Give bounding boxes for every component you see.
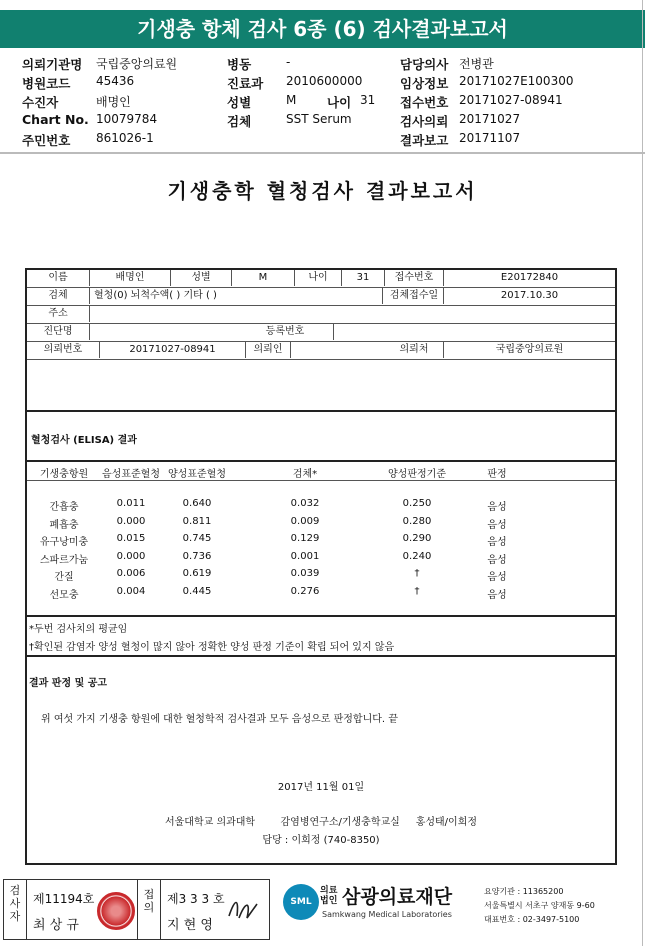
table-cell: 0.240 <box>402 550 432 562</box>
address-label: 주소 <box>27 306 90 322</box>
table-cell: 0.015 <box>116 533 146 545</box>
specimen-label: 검체 <box>27 288 90 304</box>
examiner-name: 최 상 규 <box>33 918 79 933</box>
age-value: 31 <box>342 270 385 286</box>
receipt-no-value: E20172840 <box>500 272 559 283</box>
hospital-code-value: 45436 <box>96 74 135 88</box>
corp-phone: 대표번호 : 02-3497-5100 <box>484 915 580 924</box>
info-row <box>27 270 615 287</box>
scanned-report <box>25 268 617 865</box>
examiner-label: 검사자 <box>9 884 21 923</box>
patient-label: 수진자 <box>22 95 59 110</box>
header-row <box>22 112 632 131</box>
receipt-no-label: 접수번호 <box>385 270 444 286</box>
table-cell: † <box>414 568 420 580</box>
specimen-label: 검체 <box>227 114 252 129</box>
chart-no-label: Chart No. <box>22 112 89 127</box>
header-row <box>22 131 632 150</box>
confirmer-sign-cell <box>161 880 269 939</box>
corp-code: 요양기관 : 11365200 <box>484 887 564 896</box>
note-average: *두번 검사치의 평균임 <box>29 624 128 635</box>
institution-label: 의뢰기관명 <box>22 57 83 72</box>
info-row <box>27 342 615 359</box>
table-cell: 음성 <box>487 519 507 531</box>
registration-label: 등록번호 <box>237 324 334 340</box>
table-cell: 선모충 <box>49 590 79 601</box>
signature-icon <box>225 896 261 924</box>
conclusion-title: 결과 판정 및 공고 <box>29 678 108 689</box>
table-cell: 0.811 <box>182 515 212 527</box>
receipt-label: 접수번호 <box>400 95 449 110</box>
table-cell: 0.009 <box>290 515 320 527</box>
table-cell: 0.736 <box>182 550 212 562</box>
signature-box <box>3 879 270 940</box>
section-line <box>27 655 615 657</box>
section-line <box>27 615 615 617</box>
contact: 담당 : 이희정 (740-8350) <box>262 835 380 846</box>
report-title: 기생충학 혈청검사 결과보고서 <box>167 179 478 203</box>
patient-value: 배명인 <box>96 95 131 109</box>
row-line <box>27 359 615 360</box>
table-row <box>27 568 615 584</box>
row-line <box>27 480 615 481</box>
sex-value: M <box>286 93 297 107</box>
corp-type: 의료법인 <box>320 886 338 906</box>
receipt-value: 20171027-08941 <box>459 93 563 107</box>
table-cell: 0.445 <box>182 586 212 597</box>
clinical-info-label: 임상정보 <box>400 76 449 91</box>
department-label: 진료과 <box>227 76 264 91</box>
results-table <box>27 498 615 608</box>
specimen-value: SST Serum <box>286 112 352 126</box>
table-cell: 0.001 <box>290 550 320 562</box>
institution-value: 국립중앙의료원 <box>96 57 178 71</box>
request-date-value: 20171027 <box>459 112 521 126</box>
table-cell: 음성 <box>487 590 507 601</box>
header-row <box>22 55 632 74</box>
corp-address: 서울특별시 서초구 양재동 9-60 <box>484 901 595 910</box>
confirmer-name: 지 현 영 <box>167 918 213 933</box>
note-criteria: †확인된 감염자 양성 혈청이 많지 않아 정확한 양성 판정 기준이 확립 되어 있지 않음 <box>29 642 395 653</box>
table-row <box>27 533 615 549</box>
report-date-label: 결과보고 <box>400 133 449 148</box>
table-cell: 0.640 <box>182 498 212 509</box>
col-header: 검체* <box>292 469 318 480</box>
title-bar: 기생충 항체 검사 6종 (6) 검사결과보고서 <box>0 10 645 48</box>
table-row <box>27 498 615 514</box>
specimen-date-value: 2017.10.30 <box>500 290 559 301</box>
table-cell: 음성 <box>487 554 507 566</box>
diagnosis-label: 진단명 <box>27 324 90 340</box>
age-label: 나이 <box>327 95 352 110</box>
header-row <box>22 93 632 112</box>
sex-label: 성별 <box>171 270 232 286</box>
name-value: 배명인 <box>90 270 171 286</box>
table-row <box>27 586 615 602</box>
table-cell: 0.280 <box>402 515 432 527</box>
conclusion-text: 위 여섯 가지 기생충 항원에 대한 혈청학적 검사결과 모두 음성으로 판정합니다. 끝 <box>41 714 398 725</box>
report-date: 2017년 11월 01일 <box>277 782 365 793</box>
table-cell: 0.250 <box>402 498 432 509</box>
section-line <box>27 460 615 462</box>
sex-label: 성별 <box>227 95 252 110</box>
examiner-cell <box>4 880 27 939</box>
header-row <box>22 74 632 93</box>
chart-no-value: 10079784 <box>96 112 158 126</box>
info-row <box>27 288 615 305</box>
table-row <box>27 551 615 567</box>
clinical-info-value: 20171027E100300 <box>459 74 574 88</box>
table-cell: 0.276 <box>290 586 320 597</box>
table-cell: 유구낭미충 <box>39 537 89 549</box>
sex-value: M <box>232 270 295 286</box>
hospital-code-label: 병원코드 <box>22 76 71 91</box>
confirmer-label: 접의 <box>143 888 155 914</box>
col-header: 양성판정기준 <box>388 469 446 480</box>
table-cell: 0.000 <box>116 550 146 562</box>
col-header: 음성표준혈청 <box>102 469 160 480</box>
table-cell: 폐흡충 <box>49 519 79 531</box>
examiner-seal <box>97 892 135 930</box>
age-value: 31 <box>360 93 376 107</box>
sml-logo-icon: SML <box>283 884 319 920</box>
table-cell: 0.004 <box>116 586 146 597</box>
specimen-value: 혈청(0) 뇌척수액( ) 기타 ( ) <box>90 288 383 304</box>
divider <box>0 152 645 154</box>
elisa-title: 혈청검사 (ELISA) 결과 <box>31 435 137 446</box>
department-value: 2010600000 <box>286 74 363 88</box>
specimen-date-label: 검체접수일 <box>385 288 444 304</box>
section-line <box>27 410 615 412</box>
institution-label: 의뢰처 <box>385 342 444 358</box>
requester-label: 의뢰인 <box>246 342 291 358</box>
lab-organization: 서울대학교 의과대학 감염병연구소/기생충학교실 홍성태/이희정 <box>164 817 478 828</box>
confirmer-cell <box>138 880 161 939</box>
col-header: 기생충항원 <box>39 469 89 480</box>
table-cell: † <box>414 586 420 597</box>
name-label: 이름 <box>27 270 90 286</box>
table-cell: 0.745 <box>182 533 212 545</box>
table-cell: 0.000 <box>116 515 146 527</box>
corp-name: 삼광의료재단 <box>342 886 453 908</box>
table-cell: 간흡충 <box>49 502 79 513</box>
table-cell: 0.129 <box>290 533 320 545</box>
table-cell: 스파르가눔 <box>39 554 89 566</box>
request-date-label: 검사의뢰 <box>400 114 449 129</box>
table-cell: 0.290 <box>402 533 432 545</box>
table-cell: 음성 <box>487 537 507 549</box>
ward-label: 병동 <box>227 57 252 72</box>
table-cell: 음성 <box>487 572 507 584</box>
request-no-label: 의뢰번호 <box>27 342 100 358</box>
confirmer-license: 제3 3 3 호 <box>167 892 225 906</box>
table-cell: 0.032 <box>290 498 320 509</box>
info-row <box>27 306 615 323</box>
page-edge <box>642 0 643 946</box>
table-cell: 음성 <box>487 502 507 513</box>
doctor-label: 담당의사 <box>400 57 449 72</box>
report-header <box>22 55 632 151</box>
request-no-value: 20171027-08941 <box>100 342 246 358</box>
report-date-value: 20171107 <box>459 131 521 145</box>
ward-value: - <box>286 55 291 69</box>
examiner-license: 제11194호 <box>33 892 95 906</box>
examiner-sign-cell <box>27 880 138 939</box>
institution-value: 국립중앙의료원 <box>495 344 564 355</box>
table-cell: 간질 <box>54 572 74 584</box>
age-label: 나이 <box>295 270 342 286</box>
info-row <box>27 324 615 341</box>
corp-english: Samkwang Medical Laboratories <box>322 910 452 919</box>
col-header: 판정 <box>487 469 507 480</box>
resident-no-value: 861026-1 <box>96 131 154 145</box>
doctor-value: 전병관 <box>459 57 494 71</box>
table-cell: 0.039 <box>290 568 320 580</box>
table-row <box>27 516 615 532</box>
table-cell: 0.011 <box>116 498 146 509</box>
table-cell: 0.006 <box>116 568 146 580</box>
table-cell: 0.619 <box>182 568 212 580</box>
resident-no-label: 주민번호 <box>22 133 71 148</box>
col-header: 양성표준혈청 <box>168 469 226 480</box>
